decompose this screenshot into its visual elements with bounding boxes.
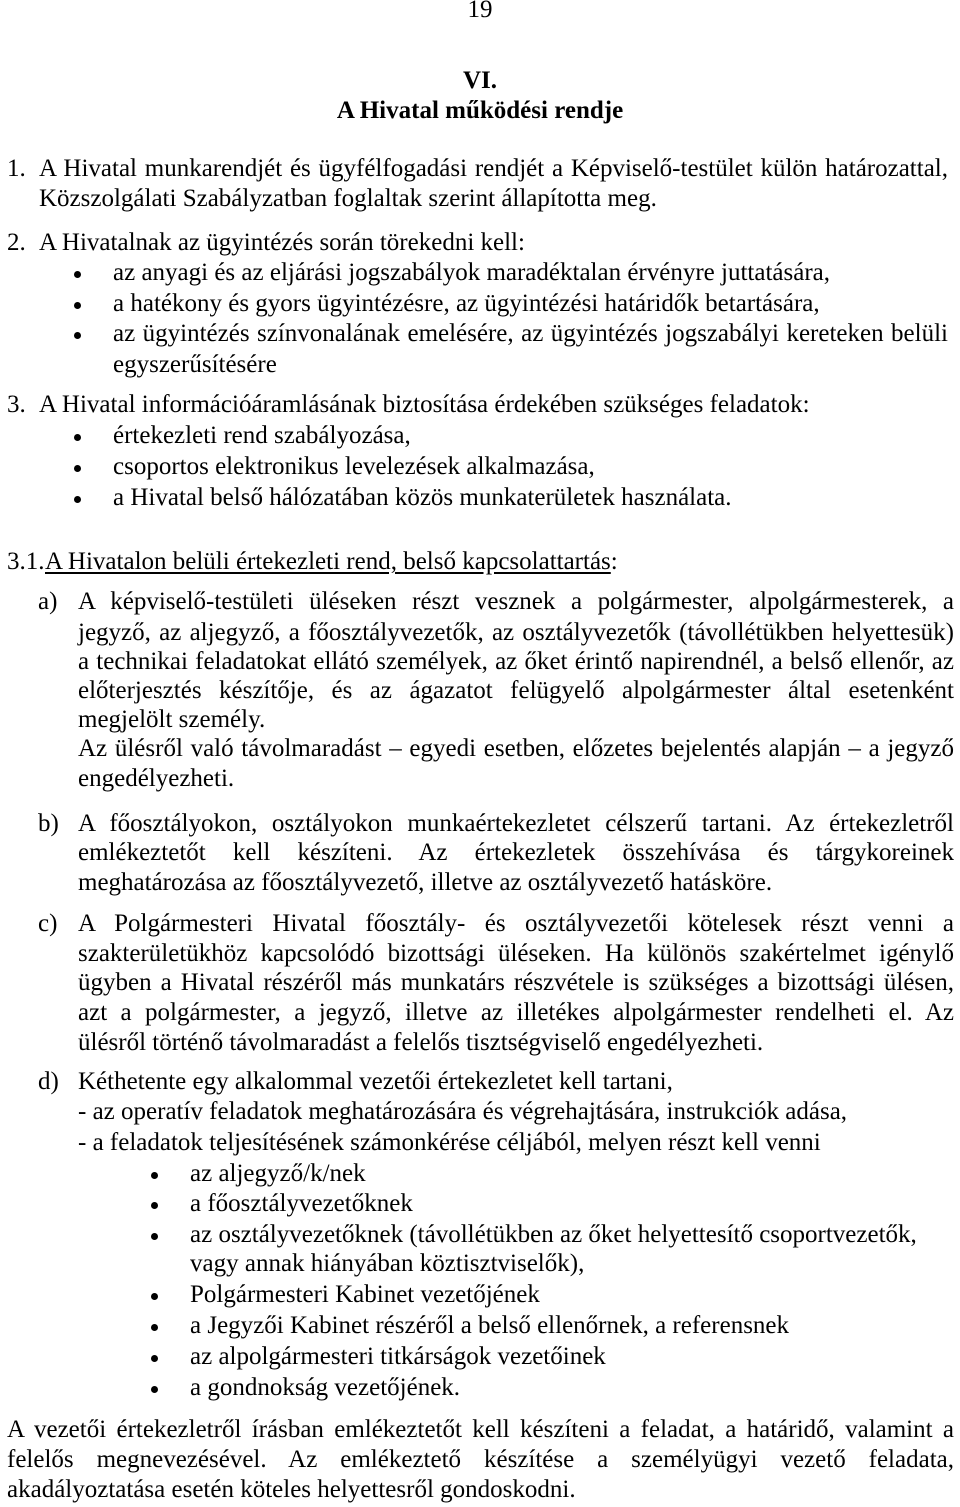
chapter-number: VI.: [462, 67, 498, 94]
point-label: b): [38, 810, 59, 837]
bullet-item: a Hivatal belső hálózatában közös munkaterületek használata.: [113, 484, 732, 511]
closing-line: A vezetői értekezletről írásban emlékeztetőt kell készíteni a feladat, a határidő, valamint a: [7, 1416, 954, 1443]
bullet-icon: [151, 1293, 158, 1300]
subsection-title: [45, 547, 618, 577]
attendee-item: a gondnokság vezetőjének.: [190, 1374, 461, 1401]
attendee-item: az aljegyző/k/nek: [190, 1160, 366, 1187]
attendee-item: az alpolgármesteri titkárságok vezetőinek: [190, 1343, 606, 1370]
point-line: a technikai feladatokat ellátó személyek, az őket érintő napirendnél, a belső ellenőr, az: [78, 648, 954, 675]
bullet-item: csoportos elektronikus levelezések alkalmazása,: [113, 453, 595, 480]
paragraph-line: A Hivatal munkarendjét és ügyfélfogadási rendjét a Képviselő-testület külön határozattal,: [39, 155, 948, 182]
section-number: 2.: [7, 229, 26, 256]
point-line: megjelölt személy.: [78, 706, 266, 733]
point-line: - a feladatok teljesítésének számonkérése céljából, melyen részt kell venni: [78, 1129, 821, 1156]
point-line: Az ülésről való távolmaradást – egyedi esetben, előzetes bejelentés alapján – a jegyző: [78, 735, 954, 762]
bullet-icon: [74, 496, 81, 503]
point-line: Kéthetente egy alkalommal vezetői értekezletet kell tartani,: [78, 1068, 673, 1095]
point-label: d): [38, 1068, 59, 1095]
point-line: ügyben a Hivatal részéről más munkatárs részvétele is szükséges a bizottsági ülésen,: [78, 969, 954, 996]
section-intro: A Hivatalnak az ügyintézés során törekedni kell:: [39, 229, 525, 256]
point-line: jegyző, az aljegyző, a főosztályvezetők, az osztályvezetők (távollétükben helyettesük): [78, 619, 954, 646]
page-number: 19: [467, 0, 493, 23]
bullet-icon: [151, 1233, 158, 1240]
bullet-icon: [151, 1172, 158, 1179]
attendee-item: a Jegyzői Kabinet részéről a belső ellenőrnek, a referensnek: [190, 1312, 790, 1339]
bullet-item: az ügyintézés színvonalának emelésére, az ügyintézés jogszabályi kereteken belüli: [113, 320, 948, 347]
closing-line: felelős megnevezésével. Az emlékeztető készítése a személyügyi vezető feladata,: [7, 1446, 954, 1473]
point-line: A képviselő-testületi üléseken részt vesznek a polgármester, alpolgármesterek, a: [78, 588, 954, 615]
point-line: ülésről történő távolmaradást a felelős tisztségviselő engedélyezheti.: [78, 1029, 764, 1056]
section-number: 3.: [7, 391, 26, 418]
section-intro: A Hivatal információáramlásának biztosítása érdekében szükséges feladatok:: [39, 391, 810, 418]
paragraph-line: Közszolgálati Szabályzatban foglaltak szerint állapította meg.: [39, 185, 657, 212]
subsection-title-suffix: :: [610, 548, 618, 575]
point-line: engedélyezheti.: [78, 765, 235, 792]
bullet-icon: [74, 271, 81, 278]
bullet-item-continuation: egyszerűsítésére: [113, 351, 277, 378]
point-line: - az operatív feladatok meghatározására és végrehajtására, instrukciók adása,: [78, 1098, 848, 1125]
bullet-icon: [74, 332, 81, 339]
bullet-icon: [151, 1386, 158, 1393]
bullet-icon: [74, 465, 81, 472]
attendee-item: az osztályvezetőknek (távollétükben az őket helyettesítő csoportvezetők,: [190, 1221, 917, 1248]
section-number: 1.: [7, 155, 26, 182]
bullet-item: az anyagi és az eljárási jogszabályok maradéktalan érvényre juttatására,: [113, 259, 830, 286]
point-line: azt a polgármester, a jegyző, illetve az illetékes alpolgármester rendelheti el. Az: [78, 999, 954, 1026]
point-line: A főosztályokon, osztályokon munkaértekezletet célszerű tartani. Az értekezletről: [78, 810, 954, 837]
point-line: A Polgármesteri Hivatal főosztály- és osztályvezetői kötelesek részt venni a: [78, 910, 954, 937]
point-line: meghatározása az főosztályvezető, illetve az osztályvezető hatásköre.: [78, 869, 773, 896]
point-line: emlékeztetőt kell készíteni. Az értekezletek összehívása és tárgykoreinek: [78, 839, 954, 866]
attendee-item-continuation: vagy annak hiányában köztisztviselők),: [190, 1250, 585, 1277]
subsection-number: 3.1.: [7, 548, 45, 575]
bullet-icon: [151, 1202, 158, 1209]
bullet-icon: [74, 434, 81, 441]
point-label: a): [38, 588, 58, 615]
bullet-icon: [74, 302, 81, 309]
attendee-item: Polgármesteri Kabinet vezetőjének: [190, 1281, 540, 1308]
bullet-item: értekezleti rend szabályozása,: [113, 422, 411, 449]
bullet-icon: [151, 1324, 158, 1331]
point-line: előterjesztés készítője, és az ágazatot felügyelő alpolgármester által esetenként: [78, 677, 954, 704]
chapter-title: A Hivatal működési rendje: [336, 97, 624, 124]
point-label: c): [38, 910, 58, 937]
point-line: szakterületükhöz kapcsolódó bizottsági üléseken. Ha különös szakértelmet igénylő: [78, 940, 954, 967]
bullet-item: a hatékony és gyors ügyintézésre, az ügyintézési határidők betartására,: [113, 290, 820, 317]
closing-line: akadályoztatása esetén köteles helyettesről gondoskodni.: [7, 1476, 576, 1503]
bullet-icon: [151, 1355, 158, 1362]
attendee-item: a főosztályvezetőknek: [190, 1190, 413, 1217]
subsection-title-text: A Hivatalon belüli értekezleti rend, belső kapcsolattartás: [45, 548, 611, 575]
